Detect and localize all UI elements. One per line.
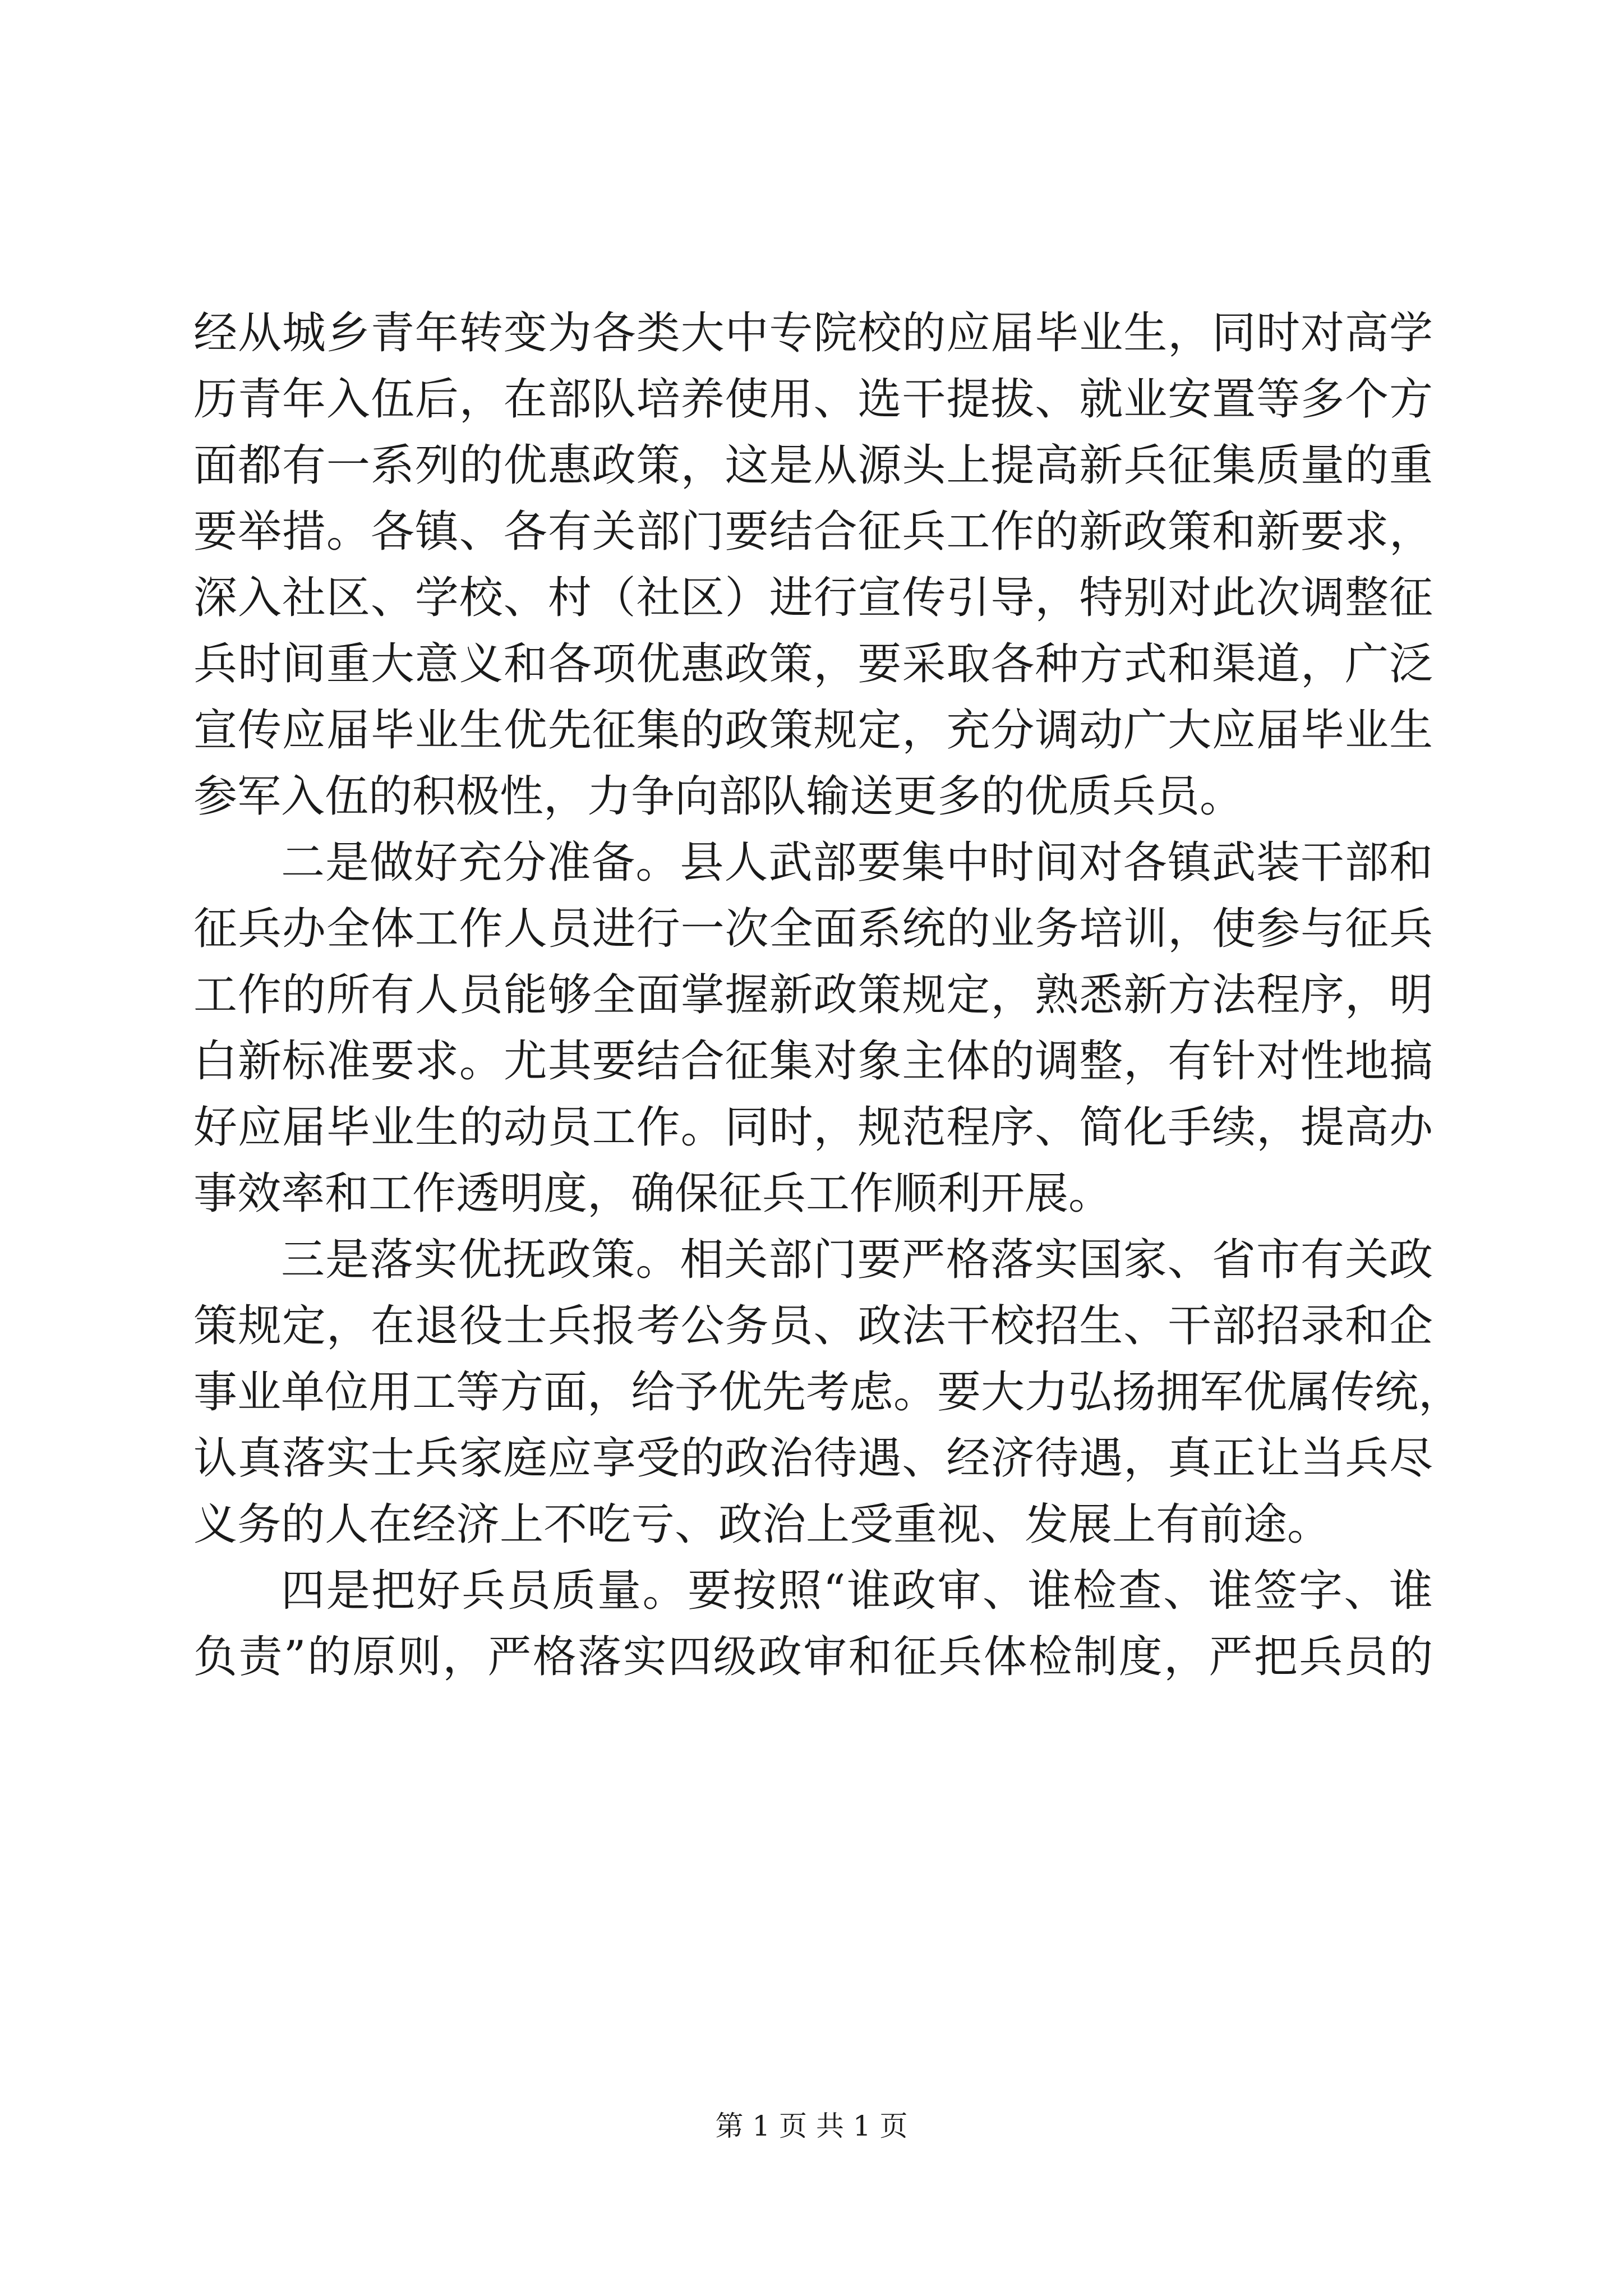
- text-line: 面都有一系列的优惠政策，这是从源头上提高新兵征集质量的重: [193, 440, 1433, 491]
- page-number-footer: 第 1 页 共 1 页: [715, 2110, 908, 2142]
- text-line: 经从城乡青年转变为各类大中专院校的应届毕业生，同时对高学: [193, 308, 1433, 358]
- text-line: 好应届毕业生的动员工作。同时，规范程序、简化手续，提高办: [193, 1102, 1433, 1153]
- text-line: 事业单位用工等方面，给予优先考虑。要大力弘扬拥军优属传统，: [193, 1367, 1463, 1418]
- text-line: 认真落实士兵家庭应享受的政治待遇、经济待遇，真正让当兵尽: [193, 1433, 1433, 1484]
- text-line: 宣传应届毕业生优先征集的政策规定，充分调动广大应届毕业生: [193, 705, 1433, 756]
- text-line: 深入社区、学校、村（社区）进行宣传引导，特别对此次调整征: [193, 573, 1433, 623]
- text-line: 工作的所有人员能够全面掌握新政策规定，熟悉新方法程序，明: [193, 970, 1433, 1020]
- text-line: 事效率和工作透明度，确保征兵工作顺利开展。: [193, 1168, 1113, 1219]
- paragraph-first-line: 三是落实优抚政策。相关部门要严格落实国家、省市有关政: [281, 1235, 1433, 1285]
- text-line: 兵时间重大意义和各项优惠政策，要采取各种方式和渠道，广泛: [193, 639, 1433, 689]
- text-line: 历青年入伍后，在部队培养使用、选干提拔、就业安置等多个方: [193, 374, 1433, 425]
- text-line: 要举措。各镇、各有关部门要结合征兵工作的新政策和新要求，: [193, 507, 1433, 557]
- text-line: 义务的人在经济上不吃亏、政治上受重视、发展上有前途。: [193, 1499, 1331, 1550]
- text-line: 策规定，在退役士兵报考公务员、政法干校招生、干部招录和企: [193, 1301, 1433, 1351]
- paragraph-first-line: 二是做好充分准备。县人武部要集中时间对各镇武装干部和: [281, 838, 1433, 888]
- text-line: 白新标准要求。尤其要结合征集对象主体的调整，有针对性地搞: [193, 1036, 1433, 1087]
- document-body: [193, 300, 1463, 1690]
- text-line: 参军入伍的积极性，力争向部队输送更多的优质兵员。: [193, 771, 1244, 822]
- text-line: 负责”的原则，严格落实四级政审和征兵体检制度，严把兵员的: [193, 1632, 1433, 1682]
- text-line: 征兵办全体工作人员进行一次全面系统的业务培训，使参与征兵: [193, 904, 1433, 954]
- paragraph-first-line: 四是把好兵员质量。要按照“谁政审、谁检查、谁签字、谁: [281, 1566, 1433, 1616]
